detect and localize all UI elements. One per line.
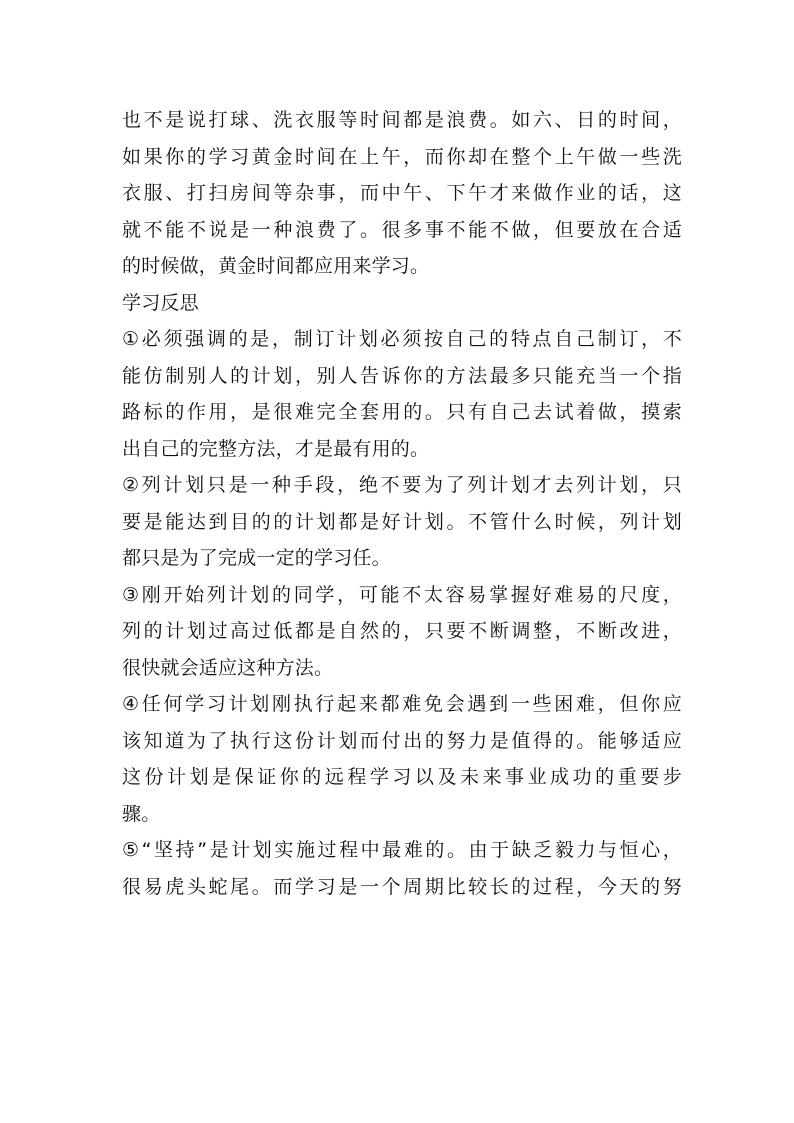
text-line: 也不是说打球、洗衣服等时间都是浪费。如六、日的时间，: [122, 109, 682, 131]
text-line: 列的计划过高过低都是自然的，只要不断调整，不断改进，: [122, 620, 682, 642]
text-line: 如果你的学习黄金时间在上午，而你却在整个上午做一些洗: [122, 145, 682, 168]
text-line: ④任何学习计划刚执行起来都难免会遇到一些困难，但你应: [122, 693, 682, 715]
text-line: 骤。: [122, 802, 161, 825]
text-line: ②列计划只是一种手段，绝不要为了列计划才去列计划，只: [122, 474, 682, 496]
text-line: 出自己的完整方法，才是最有用的。: [122, 437, 430, 460]
text-line: 的时候做，黄金时间都应用来学习。: [122, 255, 430, 277]
text-line: ③刚开始列计划的同学，可能不太容易掌握好难易的尺度，: [122, 583, 682, 606]
text-line: 就不能不说是一种浪费了。很多事不能不做，但要放在合适: [122, 218, 682, 241]
text-line: ①必须强调的是，制订计划必须按自己的特点自己制订，不: [122, 328, 682, 350]
text-line: 学习反思: [122, 291, 199, 314]
body-text: [122, 102, 682, 905]
text-line: 这份计划是保证你的远程学习以及未来事业成功的重要步: [122, 766, 682, 788]
text-line: ⑤“坚持”是计划实施过程中最难的。由于缺乏毅力与恒心，: [122, 839, 682, 861]
text-line: 能仿制别人的计划，别人告诉你的方法最多只能充当一个指: [122, 364, 682, 387]
text-line: 要是能达到目的的计划都是好计划。不管什么时候，列计划: [122, 510, 682, 533]
text-line: 都只是为了完成一定的学习任。: [122, 547, 391, 569]
text-line: 该知道为了执行这份计划而付出的努力是值得的。能够适应: [122, 729, 682, 752]
text-line: 衣服、打扫房间等杂事，而中午、下午才来做作业的话，这: [122, 182, 682, 204]
text-line: 很快就会适应这种方法。: [122, 656, 334, 679]
text-line: 路标的作用，是很难完全套用的。只有自己去试着做，摸索: [122, 401, 682, 423]
text-line: 很易虎头蛇尾。而学习是一个周期比较长的过程，今天的努: [122, 875, 682, 898]
